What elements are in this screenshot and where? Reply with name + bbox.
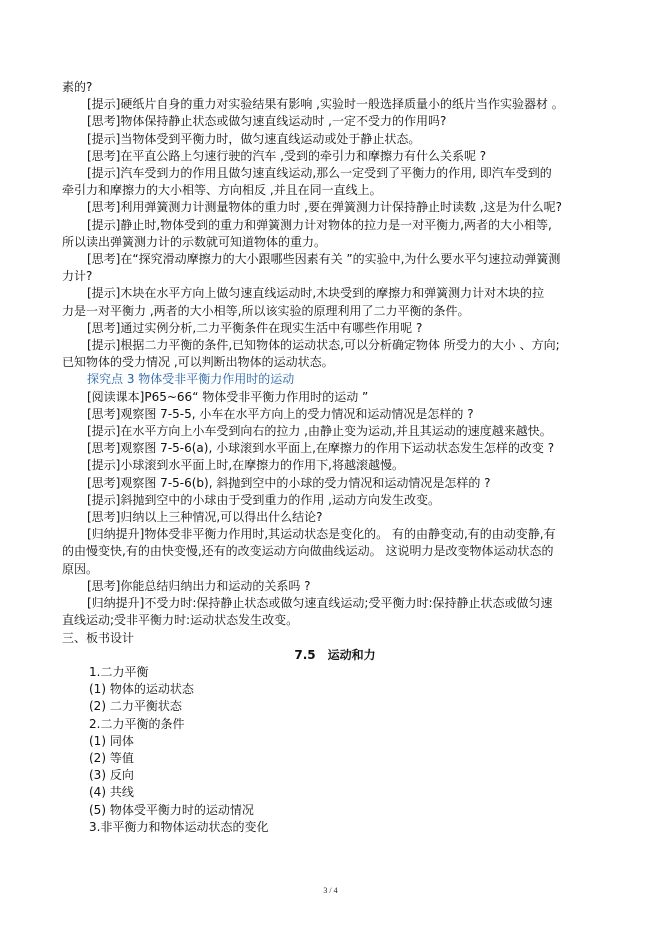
board-section-number: 7.5 [294, 647, 316, 662]
hint-line: [提示]小球滚到水平面上时,在摩擦力的作用下,将越滚越慢。 [87, 458, 404, 473]
board-item: (5) 物体受平衡力时的运动情况 [89, 802, 254, 817]
hint-line: [提示]斜抛到空中的小球由于受到重力的作用 ,运动方向发生改变。 [87, 492, 440, 507]
section-heading: 三、板书设计 [62, 630, 135, 645]
board-item: (3) 反向 [89, 768, 134, 783]
hint-line: [提示]木块在水平方向上做匀速直线运动时,木块受到的摩擦力和弹簧测力计对木块的拉 [87, 286, 545, 301]
board-title [62, 647, 608, 664]
hint-line: [提示]静止时,物体受到的重力和弹簧测力计对物体的拉力是一对平衡力,两者的大小相等, [87, 217, 552, 232]
question-line: [思考]观察图 7-5-6(a), 小球滚到水平面上,在摩擦力的作用下运动状态发生怎样的改变 ? [87, 441, 555, 456]
question-line: [思考]观察图 7-5-6(b), 斜抛到空中的小球的受力情况和运动情况是怎样的 ? [87, 475, 491, 490]
reading-line: [阅读课本]P65~66“ 物体受非平衡力作用时的运动 ” [87, 389, 369, 404]
text-line: 所以读出弹簧测力计的示数就可知道物体的重力。 [62, 234, 327, 249]
question-line: [思考]你能总结归纳出力和运动的关系吗 ? [87, 578, 311, 593]
page-number: 3 / 4 [323, 886, 338, 895]
text-line: 直线运动;受非平衡力时:运动状态发生改变。 [62, 613, 299, 628]
text-line: 的由慢变快,有的由快变慢,还有的改变运动方向做曲线运动。 这说明力是改变物体运动状态的 [62, 544, 554, 559]
text-line: 牵引力和摩擦力的大小相等、方向相反 ,并且在同一直线上。 [62, 183, 382, 198]
board-item: (1) 物体的运动状态 [89, 682, 194, 697]
board-item: (2) 二力平衡状态 [89, 699, 182, 714]
section-heading: 探究点 3 物体受非平衡力作用时的运动 [87, 372, 295, 387]
text-line: 力是一对平衡力 ,两者的大小相等,所以该实验的原理利用了二力平衡的条件。 [62, 303, 470, 318]
text-line: 力计? [62, 269, 93, 284]
text-line: 素的? [62, 80, 93, 94]
document-body [62, 79, 608, 836]
question-line: [思考]物体保持静止状态或做匀速直线运动时 ,一定不受力的作用吗? [87, 114, 447, 129]
question-line: [思考]在“探究滑动摩擦力的大小跟哪些因素有关 ”的实验中,为什么要水平匀速拉动弹簧测 [87, 252, 561, 267]
board-item: 2.二力平衡的条件 [89, 716, 185, 731]
question-line: [思考]通过实例分析,二力平衡条件在现实生活中有哪些作用呢 ? [87, 320, 423, 335]
board-item: (1) 同体 [89, 733, 134, 748]
hint-line: [提示]在水平方向上小车受到向右的拉力 ,由静止变为运动,并且其运动的速度越来越快。 [87, 424, 552, 439]
question-line: [思考]在平直公路上匀速行驶的汽车 ,受到的牵引力和摩擦力有什么关系呢 ? [87, 148, 487, 163]
text-line: 已知物体的受力情况 ,可以判断出物体的运动状态。 [62, 355, 334, 370]
hint-line: [提示]硬纸片自身的重力对实验结果有影响 ,实验时一般选择质量小的纸片当作实验器材 。 [87, 97, 564, 112]
text-line: 原因。 [62, 561, 99, 576]
question-line: [思考]归纳以上三种情况,可以得出什么结论? [87, 510, 323, 525]
board-item: 3.非平衡力和物体运动状态的变化 [89, 819, 269, 834]
question-line: [思考]利用弹簧测力计测量物体的重力时 ,要在弹簧测力计保持静止时读数 ,这是为什么呢? [87, 200, 562, 215]
summary-line: [归纳提升]物体受非平衡力作用时,其运动状态是变化的。 有的由静变动,有的由动变静,有 [87, 527, 556, 542]
board-item: 1.二力平衡 [89, 664, 149, 679]
question-line: [思考]观察图 7-5-5, 小车在水平方向上的受力情况和运动情况是怎样的 ? [87, 406, 474, 421]
hint-line: [提示]根据二力平衡的条件,已知物体的运动状态,可以分析确定物体 所受力的大小 、方向; [87, 338, 560, 353]
hint-line: [提示]当物体受到平衡力时，做匀速直线运动或处于静止状态。 [87, 131, 421, 146]
board-section-title: 运动和力 [327, 647, 376, 662]
board-item: (4) 共线 [89, 785, 134, 800]
board-item: (2) 等值 [89, 750, 134, 765]
hint-line: [提示]汽车受到力的作用且做匀速直线运动,那么一定受到了平衡力的作用, 即汽车受到的 [87, 166, 552, 181]
summary-line: [归纳提升]不受力时:保持静止状态或做匀速直线运动;受平衡力时:保持静止状态或做匀速 [87, 596, 553, 611]
